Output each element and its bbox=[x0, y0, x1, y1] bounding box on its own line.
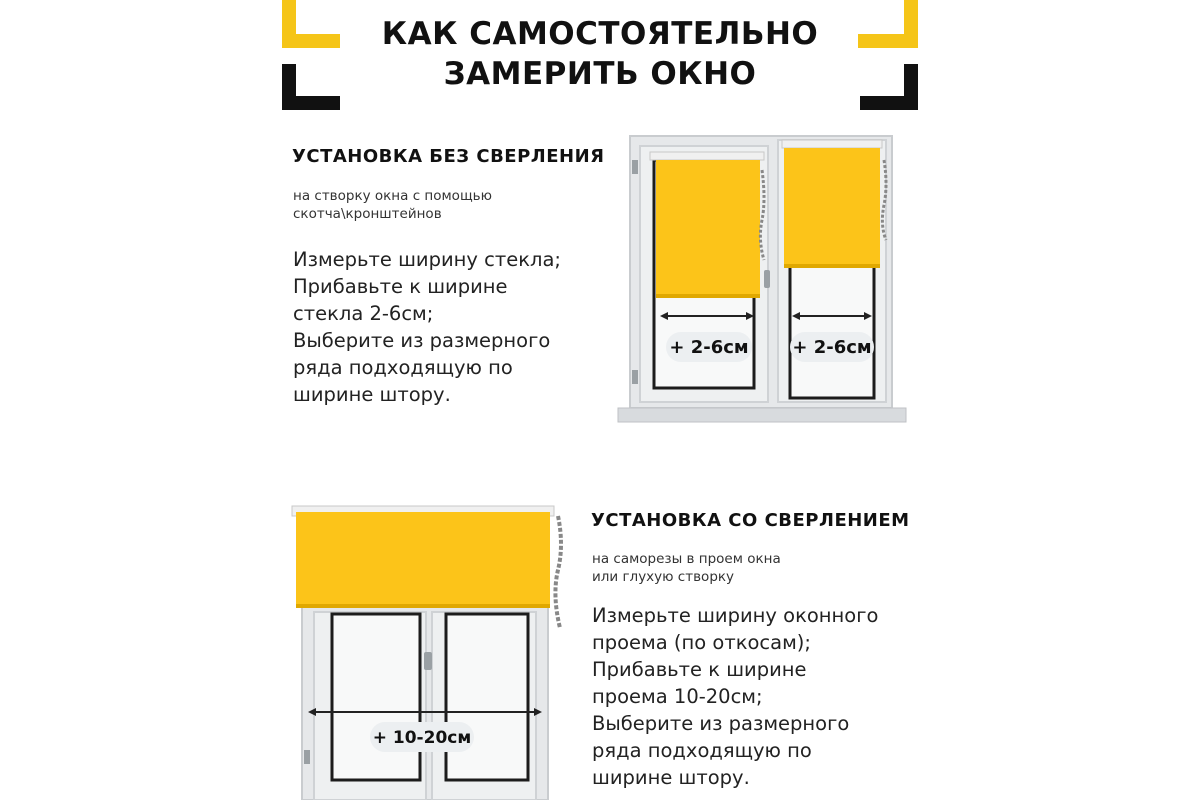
measure-label-right: + 2-6см bbox=[792, 337, 872, 358]
section1-subtitle: на створку окна с помощью скотча\кронштейнов bbox=[293, 188, 492, 222]
page-title-line1: КАК САМОСТОЯТЕЛЬНО bbox=[381, 16, 819, 52]
measure-label-left: + 2-6см bbox=[669, 337, 749, 358]
page-title bbox=[0, 14, 1200, 94]
window-no-drilling-illustration bbox=[612, 130, 912, 430]
page-title-line2: ЗАМЕРИТЬ ОКНО bbox=[443, 56, 757, 92]
section2-subtitle: на саморезы в проем окна или глухую створку bbox=[592, 551, 781, 585]
window-drilling-illustration bbox=[286, 500, 576, 800]
section2-instructions: Измерьте ширину оконного проема (по откосам); Прибавьте к ширине проема 10-20см; Выберите из размерного ряда подходящую по ширине штору. bbox=[592, 604, 879, 789]
section1-instructions: Измерьте ширину стекла; Прибавьте к ширине стекла 2-6см; Выберите из размерного ряда подходящую по ширине штору. bbox=[293, 248, 561, 406]
measure-label-drilling: + 10-20см bbox=[372, 728, 472, 748]
section1-heading: УСТАНОВКА БЕЗ СВЕРЛЕНИЯ bbox=[292, 146, 605, 167]
section2-heading: УСТАНОВКА СО СВЕРЛЕНИЕМ bbox=[591, 510, 910, 531]
